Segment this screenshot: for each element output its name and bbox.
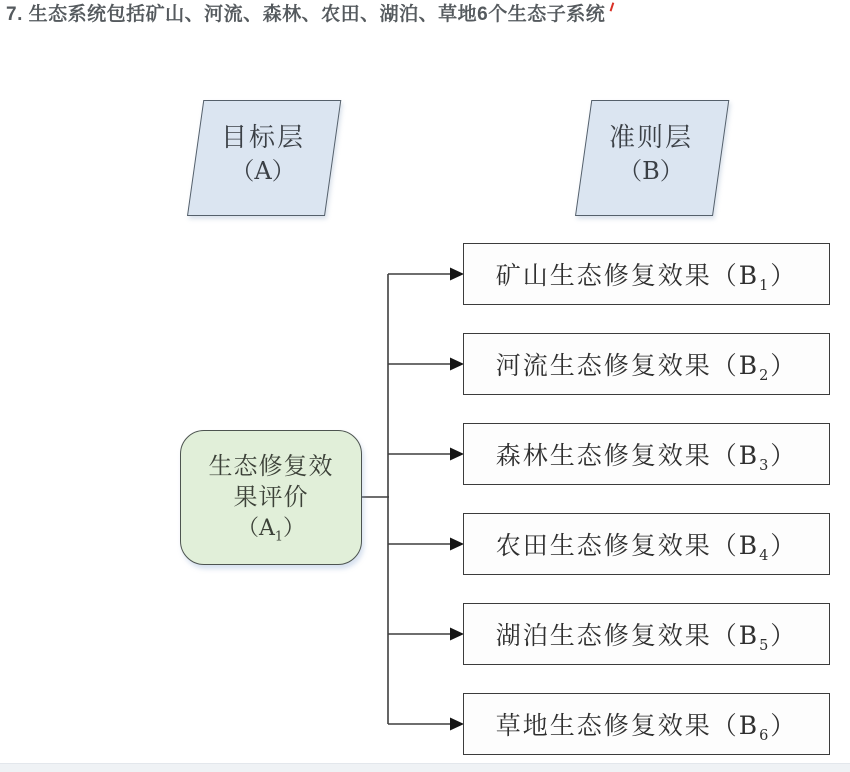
goal-box-line2: 果评价 [233,483,309,511]
goal-box-code: $(A_1)$ [236,516,306,545]
criteria-box-b4-label: 农田生态修复效果$(B_4)$ [495,531,798,564]
arrowhead-icon [450,268,464,281]
criteria-layer-label [590,122,712,188]
criteria-box-b6 [463,693,830,755]
goal-layer-label [202,122,324,188]
arrowhead-icon [450,448,464,461]
criteria-box-b6-label: 草地生态修复效果$(B_6)$ [495,711,798,744]
arrowhead-icon [450,538,464,551]
criteria-box-b1 [463,243,830,305]
criteria-box-b4 [463,513,830,575]
criteria-box-b2-label: 河流生态修复效果$(B_2)$ [495,351,798,384]
criteria-layer-line2: （B） [618,157,684,185]
goal-layer-line2: （A） [230,157,296,185]
criteria-box-b1-label: 矿山生态修复效果$(B_1)$ [495,261,798,294]
goal-box-a1 [180,430,362,565]
criteria-box-b2 [463,333,830,395]
arrowhead-icon [450,358,464,371]
goal-layer-line1: 目标层 [220,123,305,153]
goal-box-line1: 生态修复效 [208,452,334,480]
criteria-layer-line1: 准则层 [608,123,693,153]
arrowhead-icon [450,628,464,641]
arrowhead-icon [450,718,464,731]
criteria-box-b3 [463,423,830,485]
page-title-text: 7. 生态系统包括矿山、河流、森林、农田、湖泊、草地6个生态子系统 [6,4,606,25]
goal-box-label [209,451,334,544]
criteria-box-b3-label: 森林生态修复效果$(B_3)$ [495,441,798,474]
criteria-box-b5 [463,603,830,665]
criteria-box-b5-label: 湖泊生态修复效果$(B_5)$ [495,621,798,654]
